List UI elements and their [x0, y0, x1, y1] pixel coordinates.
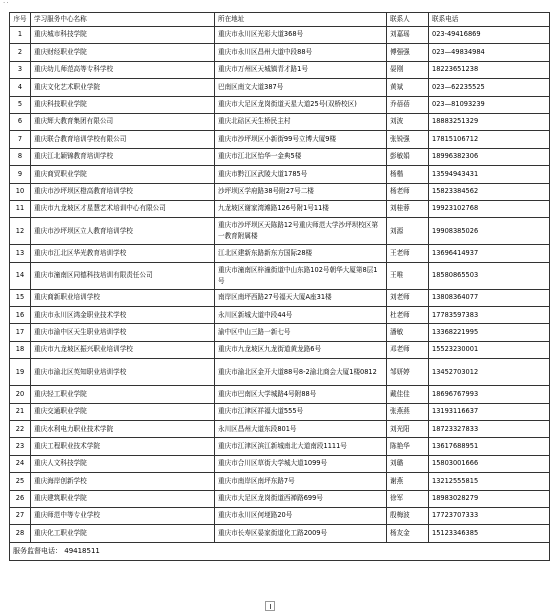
row-index: 17 [10, 324, 31, 341]
row-phone: 023—62235525 [429, 79, 550, 96]
table-row [10, 341, 550, 358]
row-center-name: 重庆联合教育培训学校有限公司 [31, 131, 215, 148]
row-contact: 潘敏 [387, 324, 429, 341]
row-contact: 刘桂蓉 [387, 200, 429, 217]
header-index: 序号 [10, 13, 31, 27]
row-contact: 晏刚 [387, 61, 429, 78]
row-address: 江北区建新东路新东方国际28楼 [215, 245, 387, 262]
row-center-name: 重庆商贸职业学院 [31, 166, 215, 183]
row-phone: 18580865503 [429, 262, 550, 289]
row-phone: 18883251329 [429, 113, 550, 130]
row-phone: 13808364077 [429, 289, 550, 306]
row-center-name: 重庆江北颖锦教育培训学校 [31, 148, 215, 165]
row-index: 7 [10, 131, 31, 148]
row-address: 重庆市黔江区武陵大道1785号 [215, 166, 387, 183]
row-contact: 徐军 [387, 490, 429, 507]
row-center-name: 重庆市潼南区同德科技培训有限责任公司 [31, 262, 215, 289]
row-address: 重庆市江津区滨江新城南北大道南段1111号 [215, 438, 387, 455]
row-address: 渝中区中山三路一新七号 [215, 324, 387, 341]
row-center-name: 重庆城市科技学院 [31, 27, 215, 44]
row-index: 2 [10, 44, 31, 61]
row-address: 重庆市大足区龙岗街道天星大道25号(双桥校区) [215, 96, 387, 113]
table-row [10, 61, 550, 78]
page-marker: ·· [3, 0, 10, 7]
table-row [10, 27, 550, 44]
row-index: 8 [10, 148, 31, 165]
supervision-phone-cell [10, 542, 550, 560]
table-row [10, 307, 550, 324]
row-index: 16 [10, 307, 31, 324]
row-contact: 王唯 [387, 262, 429, 289]
row-index: 22 [10, 421, 31, 438]
row-index: 28 [10, 525, 31, 542]
row-phone: 023—49834984 [429, 44, 550, 61]
row-index: 23 [10, 438, 31, 455]
row-center-name: 重庆幼儿师范高等专科学校 [31, 61, 215, 78]
row-address: 永川区昌州大道东段801号 [215, 421, 387, 438]
row-contact: 黄斌 [387, 79, 429, 96]
row-contact: 陈艳华 [387, 438, 429, 455]
row-phone: 19923102768 [429, 200, 550, 217]
row-index: 3 [10, 61, 31, 78]
table-row [10, 490, 550, 507]
row-contact: 刘嘉瑶 [387, 27, 429, 44]
row-address: 重庆市江津区祥福大道555号 [215, 403, 387, 420]
row-address: 重庆市沙坪坝区天陈路12号重庆师范大学沙坪坝校区第一教育附属楼 [215, 218, 387, 245]
row-center-name: 重庆科技职业学院 [31, 96, 215, 113]
row-contact: 谢燕 [387, 473, 429, 490]
table-row [10, 245, 550, 262]
row-phone: 17815106712 [429, 131, 550, 148]
table-row [10, 507, 550, 524]
row-phone: 19908385026 [429, 218, 550, 245]
row-center-name: 重庆财经职业学院 [31, 44, 215, 61]
row-phone: 13594943431 [429, 166, 550, 183]
row-contact: 杜老师 [387, 307, 429, 324]
row-phone: 17723707333 [429, 507, 550, 524]
row-contact: 殷梅波 [387, 507, 429, 524]
row-address: 重庆市永川区光彩大道368号 [215, 27, 387, 44]
row-index: 13 [10, 245, 31, 262]
row-contact: 乔蓓蓓 [387, 96, 429, 113]
row-index: 12 [10, 218, 31, 245]
row-contact: 彭敏娟 [387, 148, 429, 165]
row-center-name: 重庆工程职业技术学院 [31, 438, 215, 455]
row-contact: 张锐强 [387, 131, 429, 148]
row-contact: 刘光阳 [387, 421, 429, 438]
table-row [10, 386, 550, 403]
row-center-name: 重庆师范中等专业学校 [31, 507, 215, 524]
row-center-name: 重庆市沙坪坝区立人教育培训学校 [31, 218, 215, 245]
row-index: 4 [10, 79, 31, 96]
row-center-name: 重庆市渝北区英知职业培训学校 [31, 359, 215, 386]
header-address: 所在地址 [215, 13, 387, 27]
row-center-name: 重庆建筑职业学院 [31, 490, 215, 507]
table-row [10, 525, 550, 542]
row-contact: 张燕燕 [387, 403, 429, 420]
row-phone: 15523230001 [429, 341, 550, 358]
row-center-name: 重庆辉大教育集团有限公司 [31, 113, 215, 130]
row-phone: 18996382306 [429, 148, 550, 165]
row-index: 11 [10, 200, 31, 217]
table-row [10, 131, 550, 148]
row-phone: 17783597383 [429, 307, 550, 324]
row-index: 18 [10, 341, 31, 358]
row-contact: 傅强强 [387, 44, 429, 61]
row-index: 10 [10, 183, 31, 200]
row-phone: 15823384562 [429, 183, 550, 200]
row-address: 重庆市沙坪坝区小新街99号立博大厦9楼 [215, 131, 387, 148]
row-address: 重庆市永川区何埂路20号 [215, 507, 387, 524]
row-phone: 13193116637 [429, 403, 550, 420]
row-center-name: 重庆市永川区鸿金职业技术学校 [31, 307, 215, 324]
row-phone: 13696414937 [429, 245, 550, 262]
table-row [10, 79, 550, 96]
row-center-name: 重庆市九龙坡区振兴职业培训学校 [31, 341, 215, 358]
table-body [10, 27, 550, 543]
row-center-name: 重庆人文科技学院 [31, 455, 215, 472]
row-contact: 刘璐 [387, 455, 429, 472]
row-index: 6 [10, 113, 31, 130]
row-center-name: 重庆市渝中区天生职业培训学校 [31, 324, 215, 341]
row-phone: 13212555815 [429, 473, 550, 490]
row-address: 重庆市潼南区梓潼街道中山东路102号朝华大厦第8层1号 [215, 262, 387, 289]
row-center-name: 重庆市江北区华光教育培训学校 [31, 245, 215, 262]
row-phone: 15123346385 [429, 525, 550, 542]
row-phone: 18696767993 [429, 386, 550, 403]
row-address: 重庆市巴南区大学城路4号附88号 [215, 386, 387, 403]
row-index: 15 [10, 289, 31, 306]
table-row [10, 403, 550, 420]
table-row [10, 262, 550, 289]
row-index: 26 [10, 490, 31, 507]
header-phone: 联系电话 [429, 13, 550, 27]
table-row [10, 200, 550, 217]
row-contact: 邓老师 [387, 341, 429, 358]
row-index: 20 [10, 386, 31, 403]
table-row [10, 96, 550, 113]
row-contact: 王老师 [387, 245, 429, 262]
row-phone: 15803001666 [429, 455, 550, 472]
row-address: 巴南区南文大道387号 [215, 79, 387, 96]
row-center-name: 重庆商新职业培训学校 [31, 289, 215, 306]
row-center-name: 重庆文化艺术职业学院 [31, 79, 215, 96]
row-index: 14 [10, 262, 31, 289]
row-center-name: 重庆市九龙坡区才星慧艺术培训中心有限公司 [31, 200, 215, 217]
table-row [10, 324, 550, 341]
row-index: 25 [10, 473, 31, 490]
text-cursor-icon [265, 601, 275, 611]
row-address: 重庆市渝北区金开大道88号8-2渝北商会大厦1楼0812 [215, 359, 387, 386]
table-row [10, 455, 550, 472]
header-contact: 联系人 [387, 13, 429, 27]
row-index: 19 [10, 359, 31, 386]
table-row [10, 148, 550, 165]
row-address: 重庆北碚区天生桥民主村 [215, 113, 387, 130]
row-center-name: 重庆海岸创新学校 [31, 473, 215, 490]
row-index: 1 [10, 27, 31, 44]
row-contact: 刘源 [387, 218, 429, 245]
row-address: 重庆市合川区草街大学城大道1099号 [215, 455, 387, 472]
row-phone: 13368221995 [429, 324, 550, 341]
learning-centers-table [9, 12, 550, 561]
row-phone: 13617688951 [429, 438, 550, 455]
row-index: 5 [10, 96, 31, 113]
row-contact: 戴佳佳 [387, 386, 429, 403]
table-row [10, 183, 550, 200]
row-address: 重庆市九龙坡区九龙街道黄龙路6号 [215, 341, 387, 358]
row-center-name: 重庆水利电力职业技术学院 [31, 421, 215, 438]
row-phone: 18723327833 [429, 421, 550, 438]
row-address: 南岸区南坪西路27号福天大厦A座31楼 [215, 289, 387, 306]
table-row [10, 438, 550, 455]
row-phone: 023—81093239 [429, 96, 550, 113]
row-address: 重庆市江北区怡华一金典5楼 [215, 148, 387, 165]
row-index: 24 [10, 455, 31, 472]
row-contact: 杨友金 [387, 525, 429, 542]
row-address: 重庆市万州区天城镇青才路1号 [215, 61, 387, 78]
table-row [10, 44, 550, 61]
row-contact: 刘老师 [387, 289, 429, 306]
row-phone: 13452703012 [429, 359, 550, 386]
row-index: 27 [10, 507, 31, 524]
row-address: 重庆市南岸区南坪东路7号 [215, 473, 387, 490]
row-index: 21 [10, 403, 31, 420]
row-phone: 18223651238 [429, 61, 550, 78]
row-address: 九龙坡区谢家湾滩路126号附1号11楼 [215, 200, 387, 217]
row-center-name: 重庆交通职业学院 [31, 403, 215, 420]
supervision-label: 服务监督电话： [13, 546, 62, 555]
row-address: 永川区新城大道中段44号 [215, 307, 387, 324]
row-center-name: 重庆轻工职业学院 [31, 386, 215, 403]
table-row [10, 166, 550, 183]
table-row [10, 359, 550, 386]
row-contact: 刘波 [387, 113, 429, 130]
table-row [10, 289, 550, 306]
row-phone: 18983028279 [429, 490, 550, 507]
row-contact: 杨楷 [387, 166, 429, 183]
table-row [10, 421, 550, 438]
row-address: 重庆市永川区昌州大道中段88号 [215, 44, 387, 61]
table-row [10, 113, 550, 130]
row-contact: 杨老师 [387, 183, 429, 200]
row-address: 重庆市大足区龙岗街道西禅路699号 [215, 490, 387, 507]
row-center-name: 重庆化工职业学院 [31, 525, 215, 542]
table-header-row [10, 13, 550, 27]
header-name: 学习服务中心名称 [31, 13, 215, 27]
row-center-name: 重庆市沙坪坝区橙高教育培训学校 [31, 183, 215, 200]
row-contact: 邹妍婷 [387, 359, 429, 386]
footer-row [10, 542, 550, 560]
row-address: 沙坪坝区学府路38号附27号二楼 [215, 183, 387, 200]
row-phone: 023-49416869 [429, 27, 550, 44]
supervision-phone: 49418511 [64, 546, 100, 555]
row-index: 9 [10, 166, 31, 183]
row-address: 重庆市长寿区晏家街道化工路2009号 [215, 525, 387, 542]
table-row [10, 473, 550, 490]
table-row [10, 218, 550, 245]
